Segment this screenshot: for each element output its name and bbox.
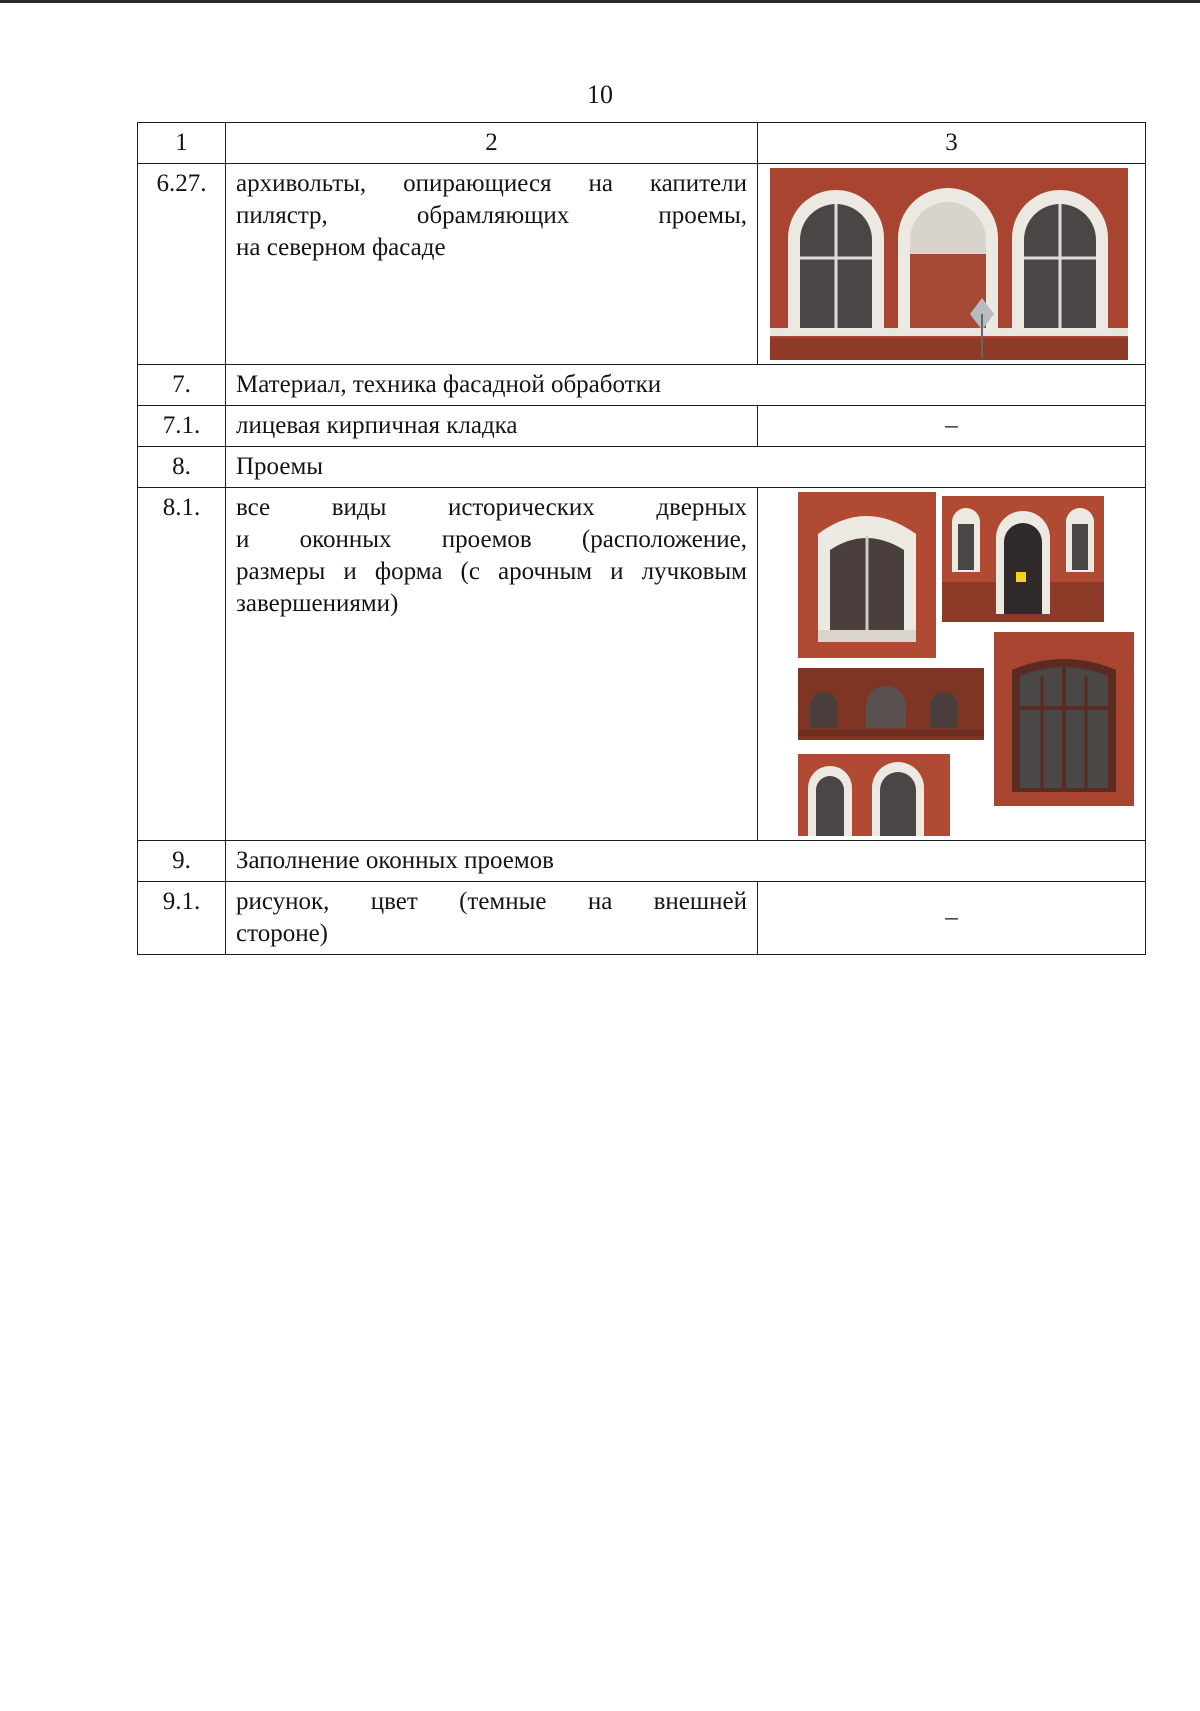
table-row-8-1 — [138, 488, 1146, 841]
row-photo-empty: – — [758, 882, 1146, 955]
row-description: лицевая кирпичная кладка — [226, 406, 758, 447]
scan-top-edge — [0, 0, 1200, 3]
description-line: рисунок, цвет (темные на внешней — [236, 888, 747, 915]
photo-tall-window — [994, 632, 1134, 806]
table-row-6-27 — [138, 164, 1146, 365]
row-number: 7. — [138, 365, 226, 406]
photo-entrance-door-arched — [942, 496, 1104, 622]
row-number: 9.1. — [138, 882, 226, 955]
photo-small-arched-openings — [798, 668, 984, 740]
description-line: на северном фасаде — [236, 234, 446, 261]
page-number: 10 — [587, 80, 613, 109]
photo-arched-windows-north-facade — [770, 168, 1128, 360]
description-line: пилястр, обрамляющих проемы, — [236, 202, 747, 229]
row-photo-cell — [758, 164, 1146, 365]
table-row-7-1 — [138, 406, 1146, 447]
header-col-2: 2 — [226, 123, 758, 164]
table-row-9 — [138, 841, 1146, 882]
section-heading: Проемы — [226, 447, 1146, 488]
description-line: стороне) — [236, 920, 328, 947]
photo-paired-arched-windows — [798, 754, 950, 836]
table-header-row — [138, 123, 1146, 164]
header-col-3: 3 — [758, 123, 1146, 164]
section-heading: Заполнение оконных проемов — [226, 841, 1146, 882]
row-photo-cell — [758, 488, 1146, 841]
table-row-9-1 — [138, 882, 1146, 955]
photo-collage-openings — [770, 492, 1134, 836]
header-col-1: 1 — [138, 123, 226, 164]
row-number: 6.27. — [138, 164, 226, 365]
table-row-8 — [138, 447, 1146, 488]
description-line: завершениями) — [236, 590, 399, 617]
row-description — [226, 164, 758, 365]
row-number: 8. — [138, 447, 226, 488]
description-line: архивольты, опирающиеся на капители — [236, 170, 747, 197]
description-line: размеры и форма (с арочным и лучковым — [236, 558, 747, 585]
description-line: и оконных проемов (расположение, — [236, 526, 747, 553]
row-number: 9. — [138, 841, 226, 882]
section-heading: Материал, техника фасадной обработки — [226, 365, 1146, 406]
row-description — [226, 488, 758, 841]
description-line: все виды исторических дверных — [236, 494, 747, 521]
protected-features-table — [137, 122, 1146, 955]
table-row-7 — [138, 365, 1146, 406]
row-number: 8.1. — [138, 488, 226, 841]
row-photo-empty: – — [758, 406, 1146, 447]
row-description — [226, 882, 758, 955]
photo-window-segmental-arch — [798, 492, 936, 658]
row-number: 7.1. — [138, 406, 226, 447]
